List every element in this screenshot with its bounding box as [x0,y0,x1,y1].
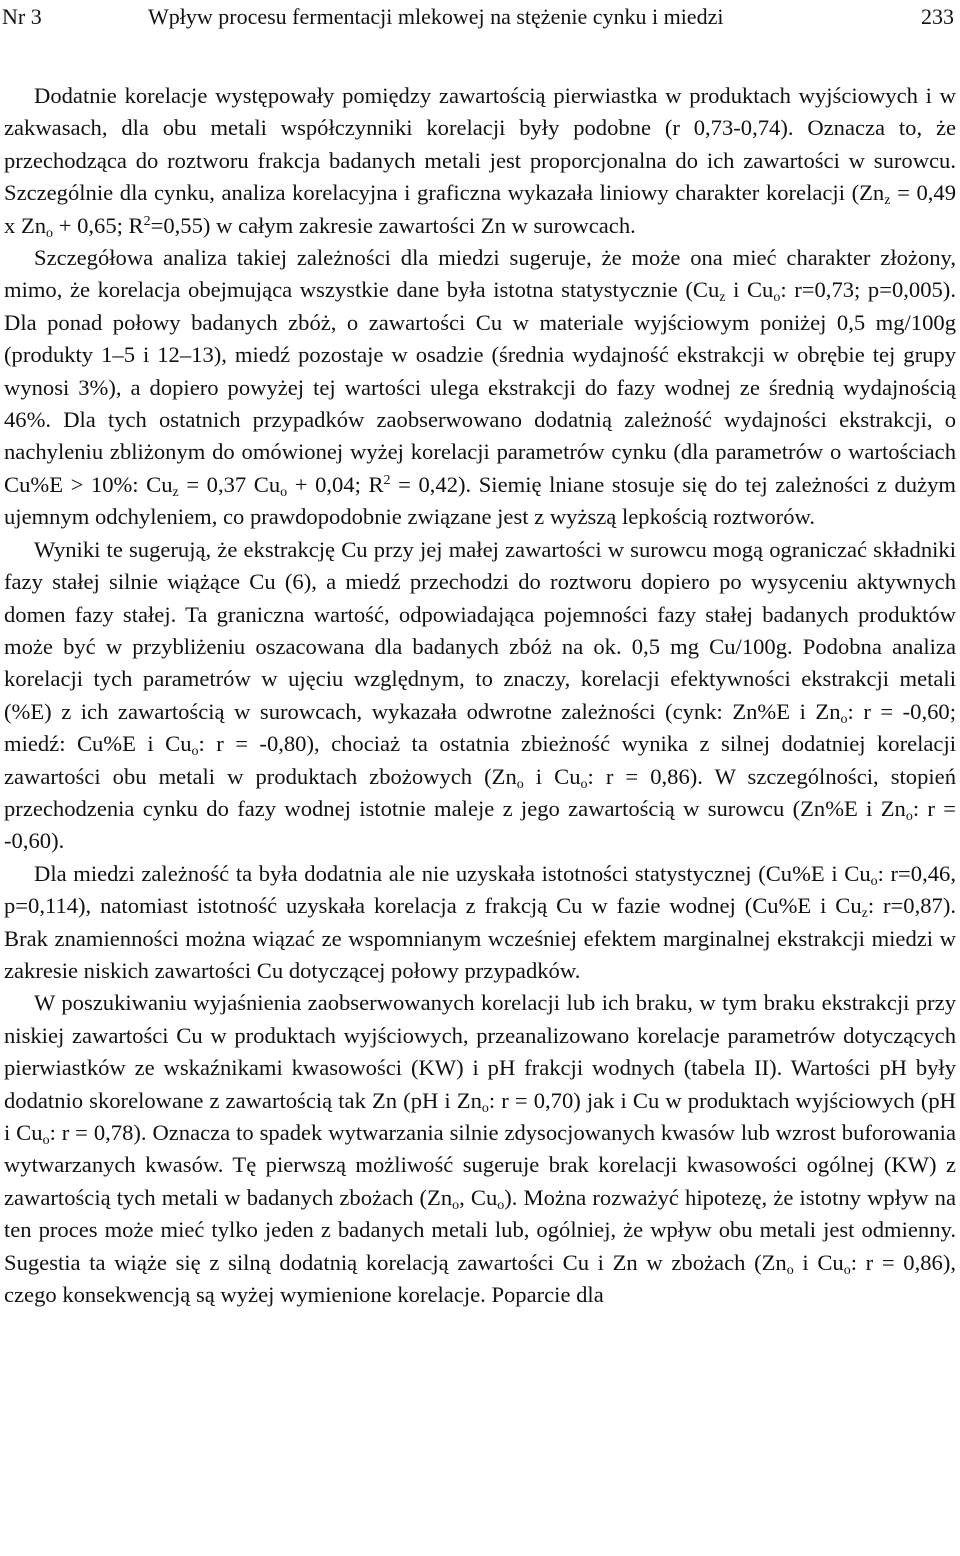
subscript: z [861,906,868,922]
subscript: z [884,193,891,209]
subscript: o [46,225,54,241]
subscript: o [280,484,288,500]
subscript: o [773,290,781,306]
paragraph: Dodatnie korelacje występowały pomiędzy zawartością pierwiastka w produktach wyjściowych i w zakwasach, dla obu metali współczynniki korelacji były podobne (r 0,73-0,74). Oznacza to, że przechodząca do roztworu frakcja badanych metali jest proporcjonalna do ich zawartości w surowcu. Szczególnie dla cynku, analiza korelacyjna i graficzna wykazała liniowy charakter korelacji ($Zn_z = 0,49$ x $Zn_o + 0,65$; $R^2=0,55$) w całym zakresie zawartości Zn w surowcach. [4,83,956,241]
subscript: o [786,1262,794,1278]
subscript: o [191,744,199,760]
subscript: o [481,1100,489,1116]
subscript: o [843,1262,851,1278]
subscript: o [580,776,588,792]
paragraph: Szczegółowa analiza takiej zależności dla miedzi sugeruje, że może ona mieć charakter złożony, mimo, że korelacja obejmująca wszystkie dane była istotna statystycznie ($Cu_z$ i $Cu_o$: r=0,73; p=0,005). Dla ponad połowy badanych zbóż, o zawartości Cu w materiale wyjściowym poniżej 0,5 mg/100g (produkty 1–5 i 12–13), miedź pozostaje w osadzie (średnia wydajność ekstrakcji w obrębie tej grupy wynosi 3%), a dopiero powyżej tej wartości ulega ekstrakcji do fazy wodnej ze średnią wydajnością 46%. Dla tych ostatnich przypadków zaobserwowano dodatnią zależność wydajności ekstrakcji, o nachyleniu zbliżonym do omówionej wyżej korelacji parametrów cynku (dla parametrów o wartościach Cu%E > 10%: $Cu_z = 0,37$ $Cu_o + 0,04$; $R^2 = 0,42$). Siemię lniane stosuje się do tej zależności z dużym ujemnym odchyleniem, co prawdopodobnie związane jest z wyższą lepkością roztworów. [4,245,956,530]
subscript: o [497,1197,505,1213]
subscript: o [42,1133,50,1148]
subscript: o [905,808,913,824]
paragraph: Dla miedzi zależność ta była dodatnia ale nie uzyskała istotności statystycznej (Cu%E i $Cu_o$: r=0,46, p=0,114), natomiast istotność uzyskała korelacja z frakcją Cu w fazie wodnej (Cu%E i $Cu_z$: r=0,87). Brak znamienności można wiązać ze wspomnianym wcześniej efektem marginalnej ekstrakcji miedzi w zakresie niskich zawartości Cu dotyczącej połowy przypadków. [4,860,956,983]
superscript: 2 [383,472,391,488]
paragraph: W poszukiwaniu wyjaśnienia zaobserwowanych korelacji lub ich braku, w tym braku ekstrakcji przy niskiej zawartości Cu w produktach wyjściowych, przeanalizowano korelacje parametrów dotyczących pierwiastków ze wskaźnikami kwasowości (KW) i pH frakcji wodnych (tabela II). Wartości pH były dodatnio skorelowane z zawartością tak Zn (pH i $Zn_o$: r = 0,70) jak i Cu w produktach wyjściowych (pH i $Cu_o$: r = 0,78). Oznacza to spadek wytwarzania silnie zdysocjowanych kwasów lub wzrost buforowania wytwarzanych kwasów. Tę pierwszą możliwość sugeruje brak korelacji kwasowości ogólnej (KW) z zawartością tych metali w badanych zbożach ($Zn_o$, $Cu_o$). Można rozważyć hipotezę, że istotny wpływ na ten proces może mieć tylko jeden z badanych metali lub, ogólniej, że wpływ obu metali jest odmienny. Sugestia ta wiąże się z silną dodatnią korelacją zawartości Cu i Zn w zbożach ($Zn_o$ i $Cu_o$: r = 0,86), czego konsekwencją są wyżej wymienione korelacje. Poparcie dla [4,990,957,1308]
page-number: 233 [921,4,954,29]
issue-number: Nr 3 [2,4,42,29]
subscript: o [870,873,878,889]
superscript: 2 [143,213,151,229]
subscript: o [516,776,524,792]
page-header [0,0,960,34]
subscript: z [719,290,726,306]
running-title: Wpływ procesu fermentacji mlekowej na stężenie cynku i miedzi [148,4,724,29]
body-text [4,80,956,1311]
subscript: o [840,711,848,727]
subscript: z [172,484,179,500]
subscript: o [452,1197,460,1213]
paragraph: Wyniki te sugerują, że ekstrakcję Cu przy jej małej zawartości w surowcu mogą ograniczać składniki fazy stałej silnie wiążące Cu (6), a miedź przechodzi do roztworu dopiero po wysyceniu aktywnych domen fazy stałej. Ta graniczna wartość, odpowiadająca pojemności fazy stałej badanych produktów może być w przybliżeniu oszacowana dla badanych zbóż na ok. 0,5 mg Cu/100g. Podobna analiza korelacji tych parametrów w ujęciu względnym, to znaczy, korelacji efektywności ekstrakcji metali (%E) z ich zawartością w surowcach, wykazała odwrotne zależności (cynk: Zn%E i $Zn_o$: r = -0,60; miedź: Cu%E i $Cu_o$: r = -0,80), chociaż ta ostatnia zbieżność wynika z silnej dodatniej korelacji zawartości obu metali w produktach zbożowych ($Zn_o$ i $Cu_o$: r = 0,86). W szczególności, stopień przechodzenia cynku do fazy wodnej istotnie maleje z jego zawartością w surowcu (Zn%E i $Zn_o$: r = -0,60). [4,536,957,854]
